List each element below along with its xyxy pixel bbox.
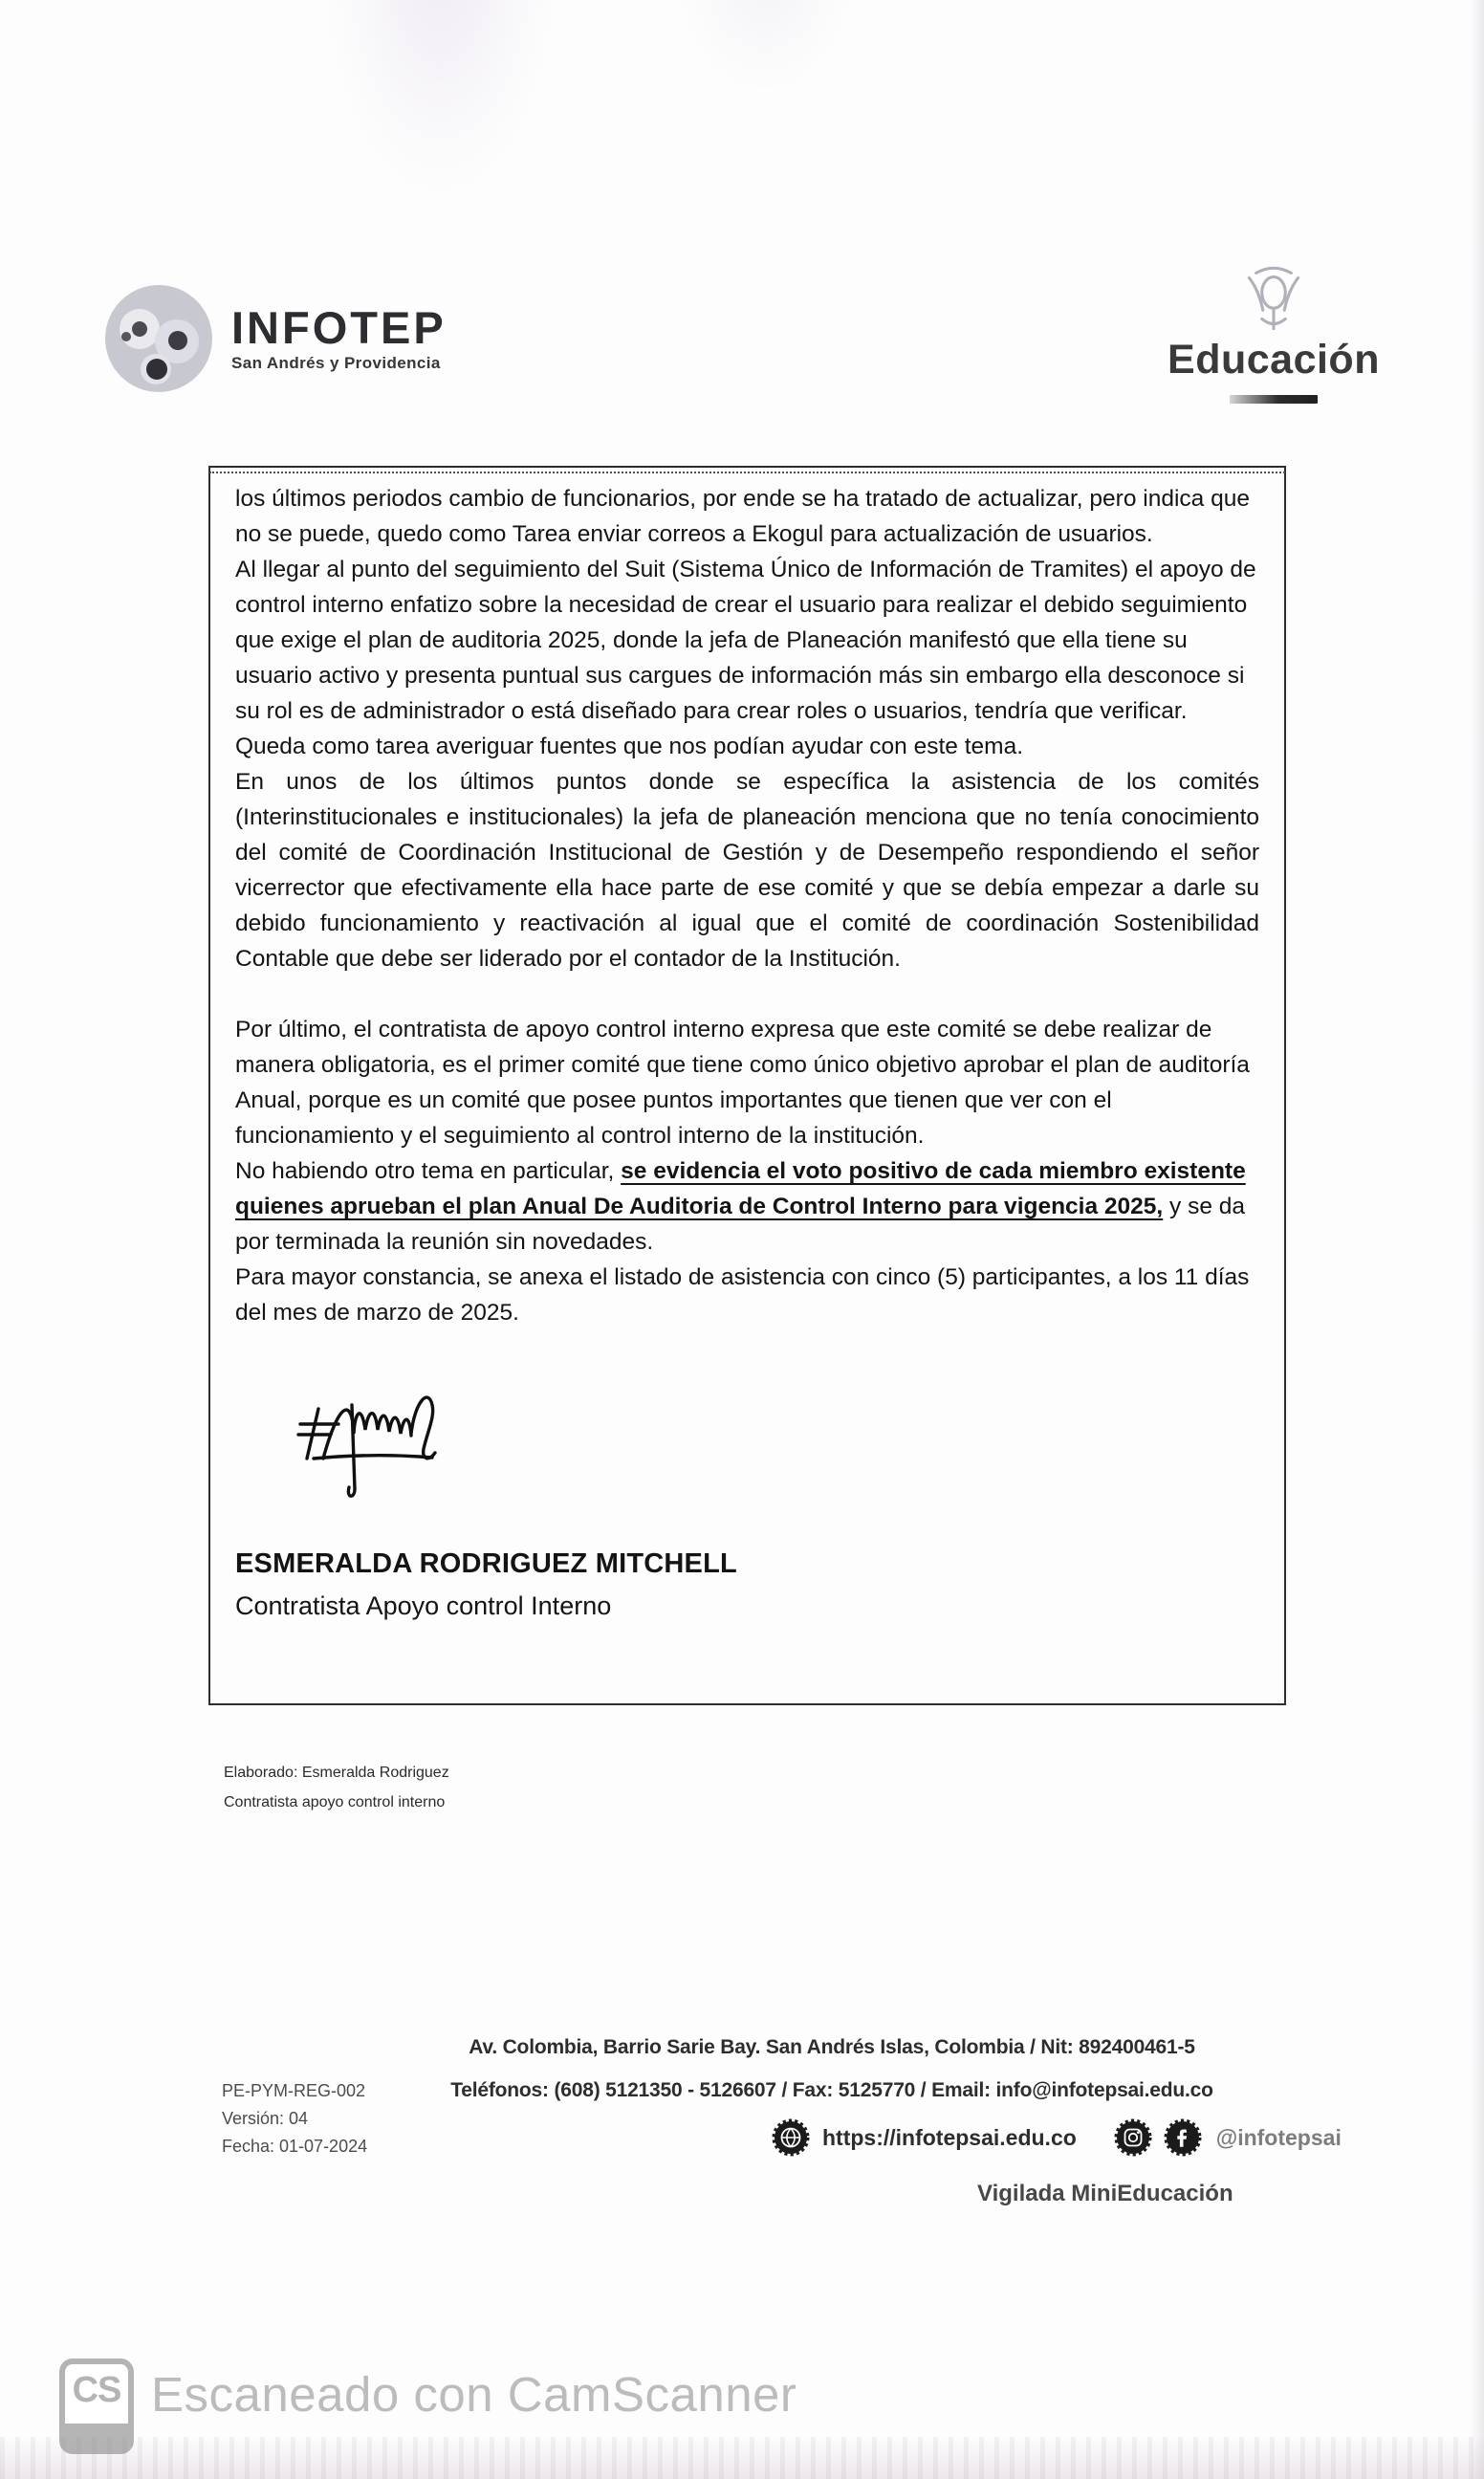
supervision-label: Vigilada MiniEducación	[977, 2181, 1233, 2206]
paragraph-6: Para mayor constancia, se anexa el listado de asistencia con cinco (5) participantes, a los 11 días del mes de marzo de 2025.	[235, 1264, 1250, 1326]
social-icons	[1113, 2117, 1203, 2158]
footer-social-handle: @infotepsai	[1215, 2124, 1342, 2150]
infotep-gears-icon	[101, 281, 216, 396]
prepared-by	[224, 1758, 449, 1817]
globe-icon	[771, 2117, 811, 2158]
footer-web-social	[771, 2117, 1342, 2158]
paragraph-5	[235, 1153, 1259, 1260]
document-code: PE-PYM-REG-002	[222, 2081, 366, 2100]
minutes-text-box	[208, 466, 1286, 1705]
instagram-icon	[1113, 2117, 1153, 2158]
prepared-by-line1: Elaborado: Esmeralda Rodriguez	[224, 1765, 449, 1781]
scan-smudge	[660, 0, 870, 115]
colombia-crest-icon	[1153, 258, 1394, 337]
footer-address: Av. Colombia, Barrio Sarie Bay. San Andrés Islas, Colombia / Nit: 892400461-5	[469, 2036, 1195, 2058]
document-date: Fecha: 01-07-2024	[222, 2137, 368, 2156]
ministry-logo	[1153, 258, 1394, 404]
ministry-flag-bar	[1230, 395, 1318, 404]
document-control-block	[222, 2077, 367, 2161]
ministry-label: Educación	[1168, 337, 1380, 383]
document-version: Versión: 04	[222, 2109, 309, 2128]
prepared-by-line2: Contratista apoyo control interno	[224, 1794, 446, 1810]
paragraph-5-post: y se da por terminada la reunión sin novedades.	[235, 1194, 1246, 1255]
camscanner-icon	[59, 2358, 134, 2454]
infotep-logo	[101, 281, 447, 396]
footer-website-url: https://infotepsai.edu.co	[822, 2124, 1077, 2150]
paragraph-1: los últimos periodos cambio de funcionarios, por ende se ha tratado de actualizar, pero indica que no se puede, quedo como Tarea enviar correos a Ekogul para actualización de usuarios.	[235, 486, 1250, 547]
brand-subtitle: San Andrés y Providencia	[231, 353, 441, 372]
camscanner-badge-text: CS	[72, 2370, 121, 2410]
scan-smudge	[306, 0, 574, 230]
brand-name: INFOTEP	[231, 301, 447, 353]
footer-contact-block	[382, 2026, 1281, 2112]
paragraph-5-pre: No habiendo otro tema en particular,	[235, 1158, 622, 1184]
scan-edge-artifact	[1471, 0, 1484, 2479]
paragraph-4: Por último, el contratista de apoyo control interno expresa que este comité se debe realizar de manera obligatoria, es el primer comité que tiene como único objetivo aprobar el plan de auditoría Anual, porque es un comité que posee puntos importantes que tienen que ver con el funcionamiento y el seguimiento al control interno de la institución.	[235, 1017, 1250, 1149]
paragraph-5-underlined: se evidencia el voto positivo de cada miembro existente quienes aprueban el plan Anual De Auditoria de Control Interno para vigencia 2025,	[235, 1158, 1246, 1219]
footer-phones: Teléfonos: (608) 5121350 - 5126607 / Fax: 5125770 / Email: info@infotepsai.edu.co	[450, 2079, 1213, 2101]
signer-role: Contratista Apoyo control Interno	[235, 1591, 612, 1620]
paragraph-3: En unos de los últimos puntos donde se específica la asistencia de los comités (Interinstitucionales e institucionales) la jefa de planeación menciona que no tenía conocimiento del comité de Coordinación Institucional de Gestión y de Desempeño respondiendo el señor vicerrector que efectivamente ella hace parte de ese comité y que se debía empezar a darle su debido funcionamiento y reactivación al igual que el comité de coordinación Sostenibilidad Contable que debe ser liderado por el contador de la Institución.	[235, 769, 1259, 972]
signer-name: ESMERALDA RODRIGUEZ MITCHELL	[235, 1548, 737, 1579]
paragraph-2: Al llegar al punto del seguimiento del Suit (Sistema Único de Información de Tramites) el apoyo de control interno enfatizo sobre la necesidad de crear el usuario para realizar el debido seguimiento que exige el plan de auditoria 2025, donde la jefa de Planeación manifestó que ella tiene su usuario activo y presenta puntual sus cargues de información más sin embargo ella desconoce si su rol es de administrador o está diseñado para crear roles o usuarios, tendría que verificar. Queda como tarea averiguar fuentes que nos podían ayudar con este tema.	[235, 557, 1256, 759]
facebook-icon	[1163, 2117, 1203, 2158]
scan-edge-artifact	[0, 2437, 1484, 2479]
camscanner-watermark: Escaneado con CamScanner	[151, 2367, 797, 2422]
camscanner-badge-base	[65, 2424, 128, 2448]
handwritten-signature	[287, 1371, 1259, 1514]
